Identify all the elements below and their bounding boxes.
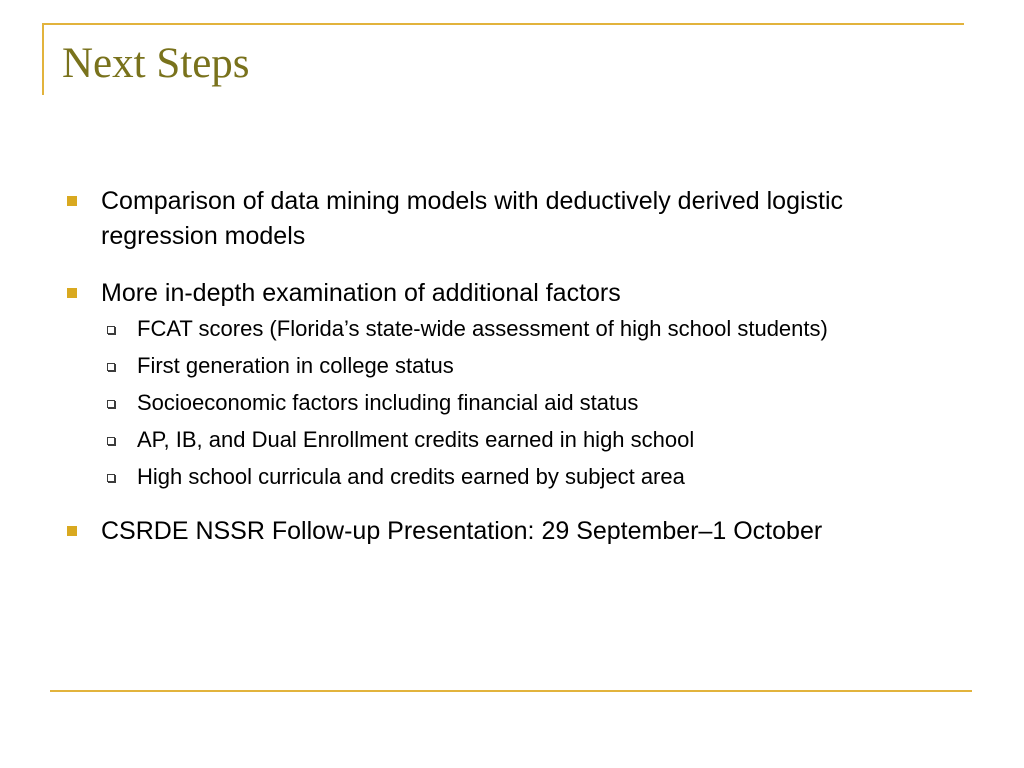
sub-bullet-item (62, 351, 962, 381)
sub-bullet-text: Socioeconomic factors including financial aid status (137, 390, 639, 415)
square-bullet-icon (67, 196, 77, 206)
bullet-item (62, 276, 962, 492)
hollow-square-bullet-icon (107, 400, 115, 408)
sub-bullet-item (62, 425, 962, 455)
sub-bullet-item (62, 314, 962, 344)
bullet-text: Comparison of data mining models with deductively derived logistic regression models (101, 187, 844, 250)
sub-bullet-text: First generation in college status (137, 353, 454, 378)
sub-bullet-item (62, 462, 962, 492)
square-bullet-icon (67, 526, 77, 536)
hollow-square-bullet-icon (107, 437, 115, 445)
bullet-item (62, 514, 962, 549)
sub-bullet-list (101, 314, 962, 492)
hollow-square-bullet-icon (107, 326, 115, 334)
sub-bullet-text: High school curricula and credits earned by subject area (137, 464, 685, 489)
hollow-square-bullet-icon (107, 363, 115, 371)
square-bullet-icon (67, 288, 77, 298)
bullet-list (62, 184, 962, 549)
sub-bullet-item (62, 388, 962, 418)
bottom-border-line (50, 690, 972, 692)
bullet-text: More in-depth examination of additional factors (101, 279, 621, 307)
hollow-square-bullet-icon (107, 474, 115, 482)
bullet-text: CSRDE NSSR Follow-up Presentation: 29 September–1 October (101, 517, 823, 545)
sub-bullet-text: AP, IB, and Dual Enrollment credits earned in high school (137, 427, 695, 452)
slide-title: Next Steps (62, 40, 250, 87)
left-border-line (42, 23, 44, 95)
top-border-line (42, 23, 964, 25)
sub-bullet-text: FCAT scores (Florida’s state-wide assessment of high school students) (137, 316, 828, 341)
bullet-item (62, 184, 962, 254)
